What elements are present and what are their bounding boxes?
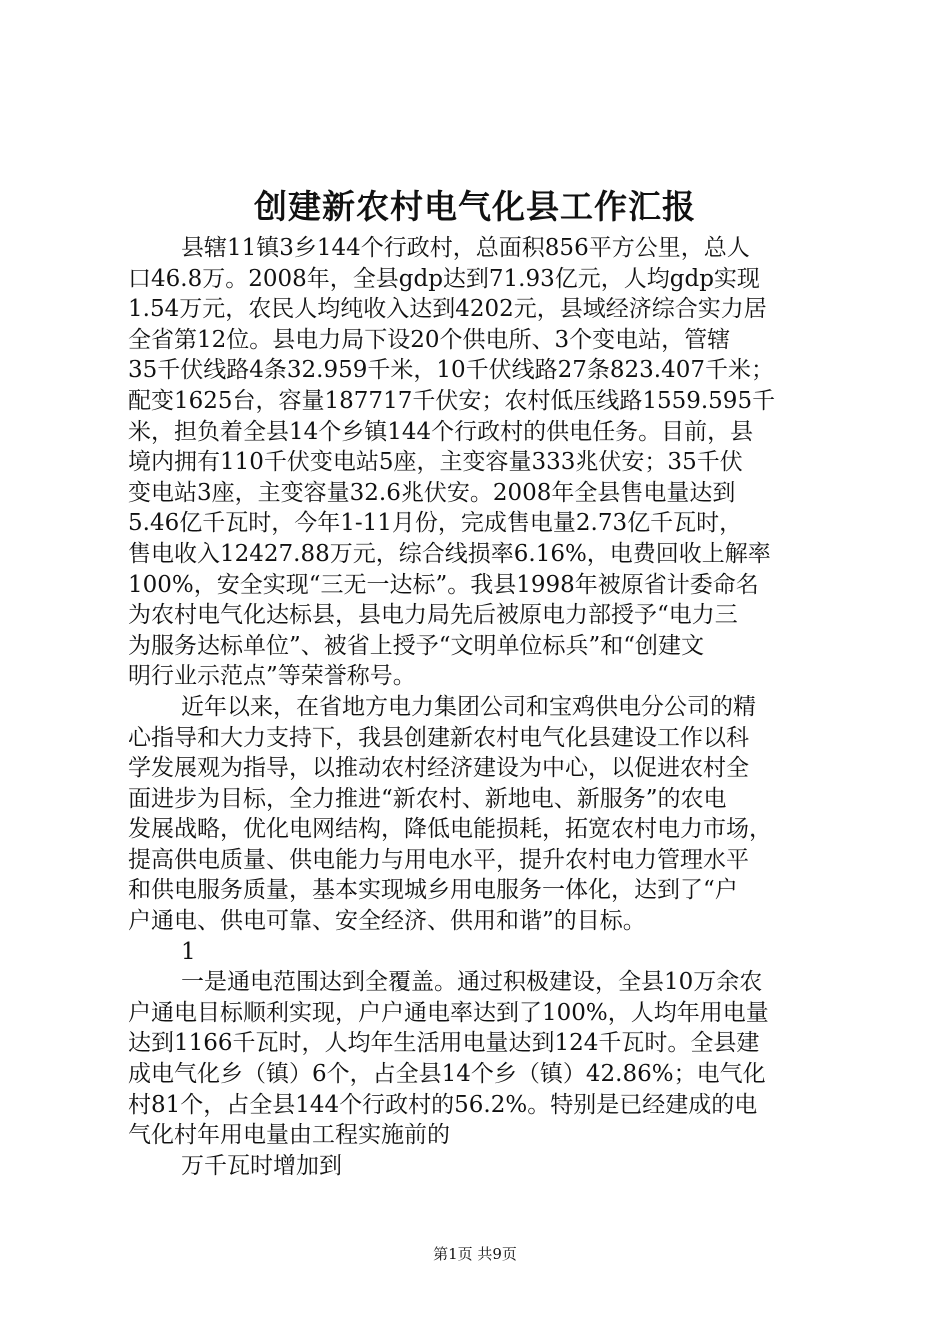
paragraph-line: 售电收入12427.88万元，综合线损率6.16%，电费回收上解率 <box>128 540 771 567</box>
paragraph-line: 户通电、供电可靠、安全经济、供用和谐”的目标。 <box>128 908 646 935</box>
paragraph-line: 万千瓦时增加到 <box>181 1152 342 1179</box>
paragraph-line: 一是通电范围达到全覆盖。通过积极建设，全县10万余农 <box>181 969 763 996</box>
paragraph-line: 为服务达标单位”、被省上授予“文明单位标兵”和“创建文 <box>128 632 705 659</box>
paragraph-line: 境内拥有110千伏变电站5座，主变容量333兆伏安；35千伏 <box>128 449 743 476</box>
paragraph-line: 近年以来，在省地方电力集团公司和宝鸡供电分公司的精 <box>181 693 756 720</box>
section-number: 1 <box>181 938 196 965</box>
paragraph-line: 1.54万元，农民人均纯收入达到4202元，县域经济综合实力居 <box>128 296 767 323</box>
page-footer: 第1页 共9页 <box>433 1245 517 1263</box>
paragraph-line: 变电站3座，主变容量32.6兆伏安。2008年全县售电量达到 <box>128 479 736 506</box>
paragraph-line: 发展战略，优化电网结构，降低电能损耗，拓宽农村电力市场， <box>128 816 772 843</box>
paragraph-line: 35千伏线路4条32.959千米，10千伏线路27条823.407千米； <box>128 357 775 384</box>
paragraph-line: 学发展观为指导，以推动农村经济建设为中心，以促进农村全 <box>128 755 749 782</box>
paragraph-line: 米，担负着全县14个乡镇144个行政村的供电任务。目前，县 <box>128 418 754 445</box>
paragraph-line: 全省第12位。县电力局下设20个供电所、3个变电站，管辖 <box>128 326 731 353</box>
paragraph-line: 和供电服务质量，基本实现城乡用电服务一体化，达到了“户 <box>128 877 738 904</box>
paragraph-line: 100%，安全实现“三无一达标”。我县1998年被原省计委命名 <box>128 571 759 598</box>
document-body <box>128 233 828 1181</box>
paragraph-line: 提高供电质量、供电能力与用电水平，提升农村电力管理水平 <box>128 846 749 873</box>
paragraph-line: 口46.8万。2008年，全县gdp达到71.93亿元，人均gdp实现 <box>128 265 760 292</box>
paragraph-line: 成电气化乡（镇）6个，占全县14个乡（镇）42.86%；电气化 <box>128 1061 766 1088</box>
paragraph-line: 面进步为目标，全力推进“新农村、新地电、新服务”的农电 <box>128 785 727 812</box>
paragraph-line: 村81个，占全县144个行政村的56.2%。特别是已经建成的电 <box>128 1091 758 1118</box>
paragraph-line: 县辖11镇3乡144个行政村，总面积856平方公里，总人 <box>181 235 750 261</box>
paragraph-line: 5.46亿千瓦时，今年1-11月份，完成售电量2.73亿千瓦时， <box>128 510 743 537</box>
paragraph-line: 配变1625台，容量187717千伏安；农村低压线路1559.595千 <box>128 387 776 414</box>
paragraph-line: 明行业示范点”等荣誉称号。 <box>128 663 416 690</box>
paragraph-line: 心指导和大力支持下，我县创建新农村电气化县建设工作以科 <box>128 724 749 751</box>
paragraph-line: 达到1166千瓦时，人均年生活用电量达到124千瓦时。全县建 <box>128 1030 760 1057</box>
paragraph-line: 户通电目标顺利实现，户户通电率达到了100%，人均年用电量 <box>128 999 769 1026</box>
paragraph-line: 为农村电气化达标县，县电力局先后被原电力部授予“电力三 <box>128 602 738 629</box>
document-title: 创建新农村电气化县工作汇报 <box>254 187 696 226</box>
paragraph-line: 气化村年用电量由工程实施前的 <box>128 1122 450 1149</box>
